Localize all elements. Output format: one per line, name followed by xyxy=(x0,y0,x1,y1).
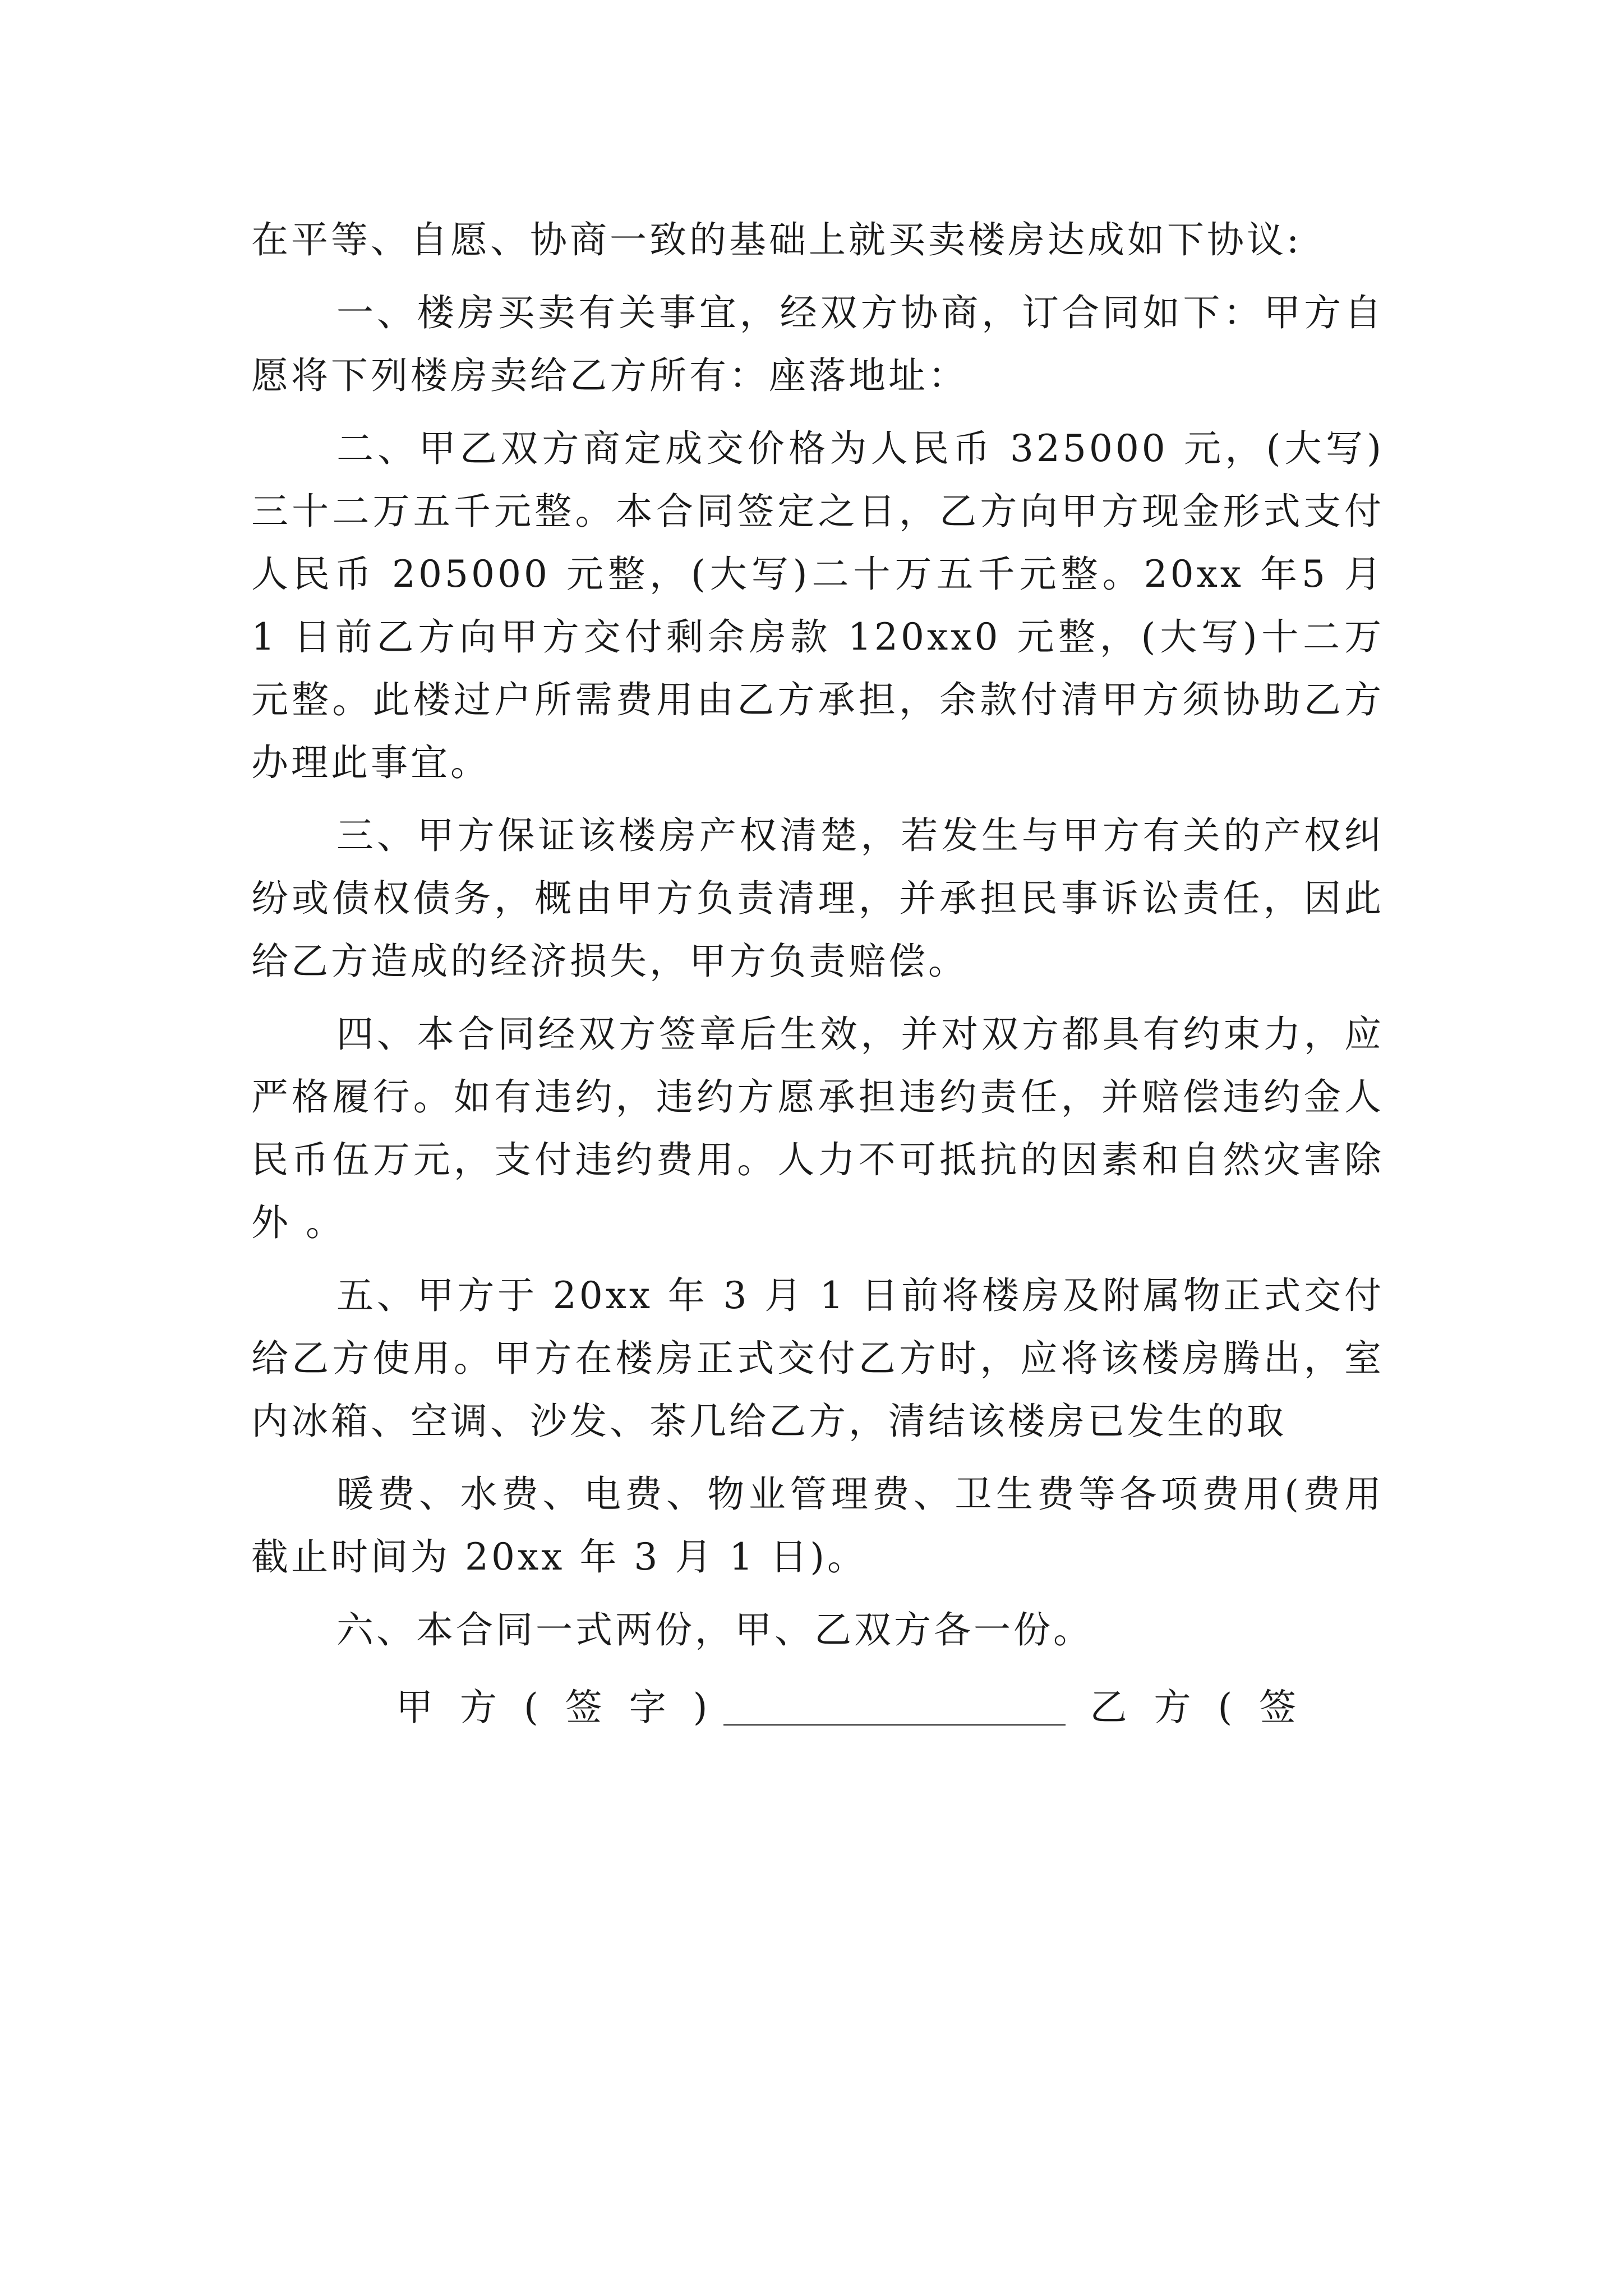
paragraph-clause-4: 四、本合同经双方签章后生效，并对双方都具有约束力，应严格履行。如有违约，违约方愿承担违约责任，并赔偿违约金人民币伍万元，支付违约费用。人力不可抵抗的因素和自然灾害除外 。 xyxy=(251,1013,1384,1244)
paragraph-intro: 在平等、自愿、协商一致的基础上就买卖楼房达成如下协议: xyxy=(251,218,1302,261)
paragraph-clause-2: 二、甲乙双方商定成交价格为人民币 325000 元，(大写)三十二万五千元整。本合同签定之日，乙方向甲方现金形式支付人民币 205000 元整，(大写)二十万五千元整。20xx 年5 月 1 日前乙方向甲方交付剩余房款 120xx0 元整，(大写)十二万元整。此楼过户所需费用由乙方承担，余款付清甲方须协助乙方办理此事宜。 xyxy=(251,427,1384,784)
contract-body xyxy=(251,209,1384,1739)
paragraph-clause-1: 一、楼房买卖有关事宜，经双方协商，订合同如下：甲方自愿将下列楼房卖给乙方所有：座落地址： xyxy=(251,291,1384,397)
paragraph-clause-3: 三、甲方保证该楼房产权清楚，若发生与甲方有关的产权纠纷或债权债务，概由甲方负责清理，并承担民事诉讼责任，因此给乙方造成的经济损失，甲方负责赔偿。 xyxy=(251,814,1384,983)
paragraph-clause-5: 五、甲方于 20xx 年 3 月 1 日前将楼房及附属物正式交付给乙方使用。甲方在楼房正式交付乙方时，应将该楼房腾出，室内冰箱、空调、沙发、茶几给乙方，清结该楼房已发生的取 xyxy=(251,1274,1384,1443)
paragraph-clause-6: 六、本合同一式两份，甲、乙双方各一份。 xyxy=(336,1608,1093,1651)
party-b-signature-label: 乙方(签 xyxy=(1090,1686,1324,1729)
paragraph-clause-5-continued: 暖费、水费、电费、物业管理费、卫生费等各项费用(费用截止时间为 20xx 年 3 月 1 日)。 xyxy=(251,1473,1384,1579)
signature-line xyxy=(251,1676,1384,1739)
party-a-signature-blank xyxy=(723,1722,1066,1726)
party-a-signature-label: 甲方(签字) xyxy=(396,1686,735,1729)
